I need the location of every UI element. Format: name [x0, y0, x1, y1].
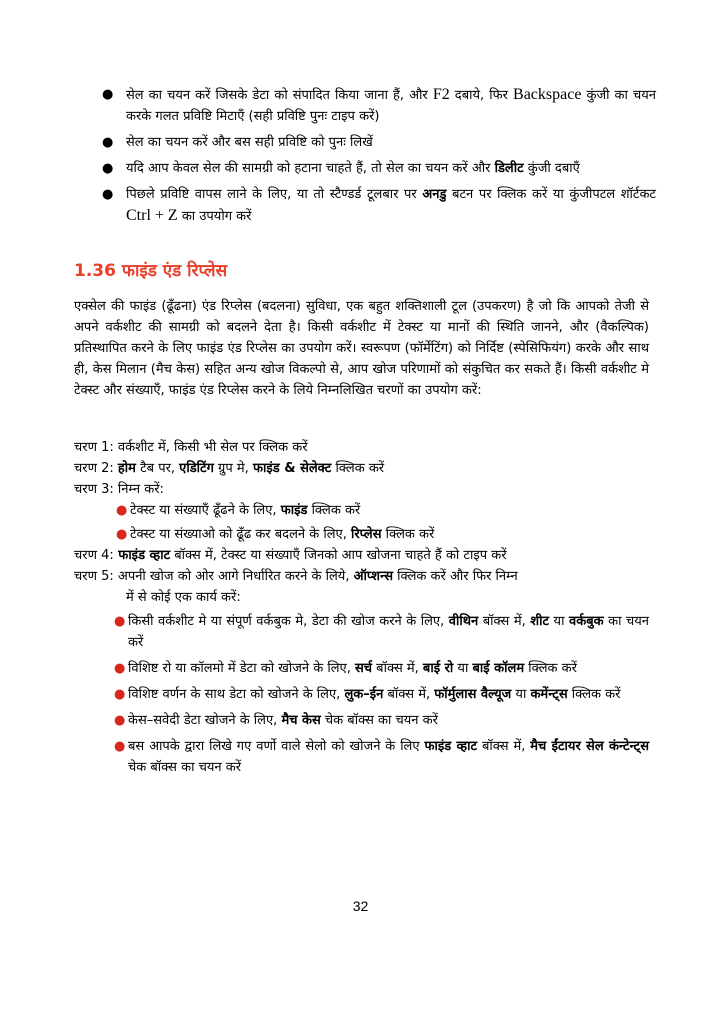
- step-3-sub-list: [116, 500, 636, 545]
- red-bullet-icon: ●: [114, 661, 126, 676]
- list-item: ● यदि आप केवल सेल की सामग्री को हटाना चाहते हैं, तो सेल का चयन करें और डिलीट कुंजी दबाएँ: [96, 158, 656, 179]
- step-3: चरण 3: निम्न करें:: [74, 482, 164, 497]
- bullet-icon: ●: [102, 187, 114, 202]
- list-item: ● टेक्स्ट या संख्याएँ ढूँढने के लिए, फाइंड क्लिक करें: [116, 500, 636, 521]
- list-item: ● बस आपके द्वारा लिखे गए वर्णो वाले सेलो को खोजने के लिए फाइंड व्हाट बॉक्स में, मैच ईंटायर सेल कंन्टेन्ट्स चेक बॉक्स का चयन करें: [114, 736, 649, 778]
- red-bullet-icon: ●: [114, 687, 126, 702]
- intro-bullet-list: [96, 84, 656, 232]
- step-2: चरण 2: होम टैब पर, एडिटिंग ग्रुप मे, फाइंड & सेलेक्ट क्लिक करें: [74, 461, 385, 476]
- section-number: 1.36: [74, 261, 116, 281]
- red-bullet-icon: ●: [116, 503, 128, 518]
- list-item: ● सेल का चयन करें और बस सही प्रविष्टि को पुनः लिखें: [96, 132, 656, 153]
- steps-list: [74, 437, 654, 783]
- bullet-icon: ●: [102, 87, 114, 102]
- list-item: ● पिछले प्रविष्टि वापस लाने के लिए, या तो स्टैण्डर्ड टूलबार पर अनडु बटन पर क्लिक करें या कुंजीपटल शॉर्टकट Ctrl + Z का उपयोग करें: [96, 184, 656, 227]
- page-number: 32: [352, 898, 369, 914]
- step-4: चरण 4: फाइंड व्हाट बॉक्स में, टेक्स्ट या संख्याएँ जिनको आप खोजना चाहते हैं को टाइप करें: [74, 548, 507, 563]
- bullet-icon: ●: [102, 161, 114, 176]
- bullet-icon: ●: [102, 135, 114, 150]
- step-1: चरण 1: वर्कशीट में, किसी भी सेल पर क्लिक करें: [74, 440, 308, 455]
- section-title: फाइंड एंड रिप्लेस: [121, 261, 228, 281]
- step-5: चरण 5: अपनी खोज को ओर आगे निर्धारित करने के लिये, ऑप्शन्स क्लिक करें और फिर निम्न: [74, 569, 518, 584]
- intro-paragraph: एक्सेल की फाइंड (ढूँढना) एंड रिप्लेस (बदलना) सुविधा, एक बहुत शक्तिशाली टूल (उपकरण) है जो कि आपको तेजी से अपने वर्कशीट की सामग्री को बदलने देता है। किसी वर्कशीट में टेक्स्ट या मानों की स्थिति जानने, और (वैकल्पिक) प्रतिस्थापित करने के लिए फाइंड एंड रिप्लेस का उपयोग करें। स्वरूपण (फॉर्मेटिंग) को निर्दिष्ट (स्पेसिफियंग) करके और साथ ही, केस मिलान (मैच केस) सहित अन्य खोज विकल्पो से, आप खोज परिणामों को संकुचित कर सकते हैं। किसी वर्कशीट मे टेक्स्ट और संख्याएँ, फाइंड एंड रिप्लेस करने के लिये निम्नलिखित चरणों का उपयोग करें:: [74, 299, 649, 398]
- list-item: ● विशिष्ट रो या कॉलमो में डेटा को खोजने के लिए, सर्च बॉक्स में, बाई रो या बाई कॉलम क्लिक करें: [114, 658, 649, 679]
- list-item: ● किसी वर्कशीट मे या संपूर्ण वर्कबुक मे, डेटा की खोज करने के लिए, वीथिन बॉक्स में, शीट या वर्कबुक का चयन करें: [114, 611, 649, 653]
- red-bullet-icon: ●: [114, 713, 126, 728]
- list-item: ● टेक्स्ट या संख्याओ को ढूँढ कर बदलने के लिए, रिप्लेस क्लिक करें: [116, 524, 636, 545]
- step-5-sub-list: [114, 611, 649, 778]
- red-bullet-icon: ●: [114, 614, 126, 629]
- red-bullet-icon: ●: [114, 739, 126, 754]
- red-bullet-icon: ●: [116, 527, 128, 542]
- list-item: ● सेल का चयन करें जिसके डेटा को संपादित किया जाना हैं, और F2 दबाये, फिर Backspace कुंजी का चयन करके गलत प्रविष्टि मिटाएँ (सही प्रविष्टि पुनः टाइप करें): [102, 86, 656, 124]
- list-item: ● विशिष्ट वर्णन के साथ डेटा को खोजने के लिए, लुक–ईन बॉक्स में, फॉर्मुलास वैल्यूज या कमेंन्ट्स क्लिक करें: [114, 684, 649, 705]
- list-item: ● केस–सवेदी डेटा खोजने के लिए, मैच केस चेक बॉक्स का चयन करें: [114, 710, 649, 731]
- step-5-continuation: में से कोई एक कार्य करें:: [126, 590, 241, 605]
- section-heading: [74, 259, 227, 283]
